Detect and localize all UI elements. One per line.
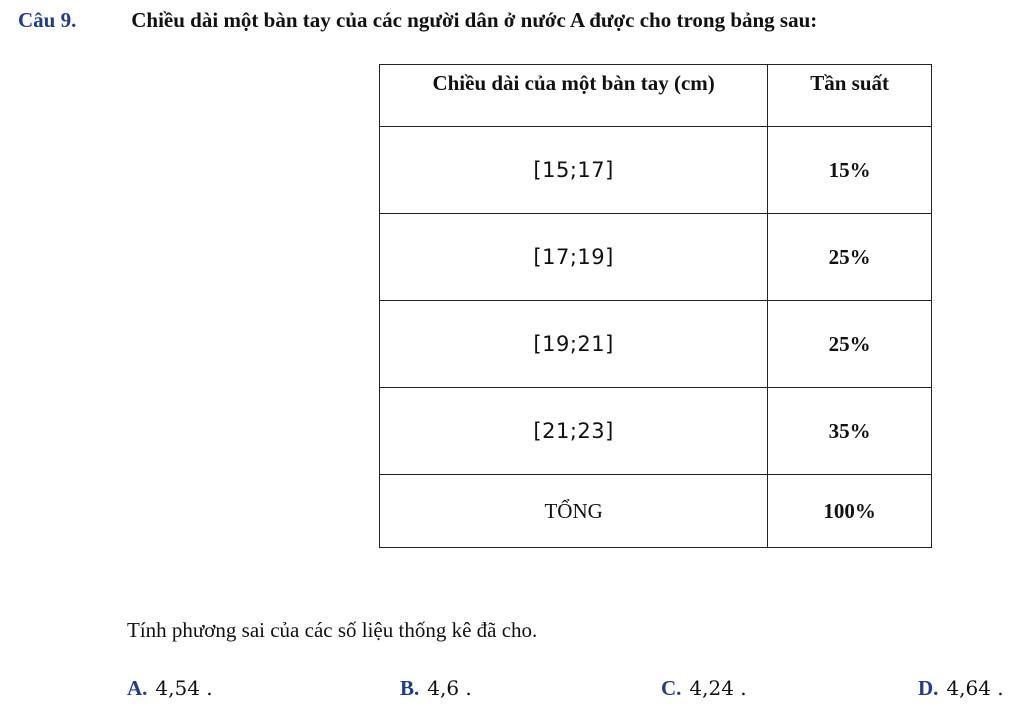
option-letter: A. (127, 676, 148, 700)
frequency-cell: 25% (768, 301, 932, 388)
question-text: Chiều dài một bàn tay của các người dân ở nước A được cho trong bảng sau: (131, 8, 818, 32)
option-letter: B. (400, 676, 420, 700)
option-value: 4,54 . (155, 676, 213, 700)
table-row (380, 127, 932, 214)
option-a[interactable] (127, 676, 213, 701)
question-header (18, 6, 1008, 34)
table-row (380, 214, 932, 301)
option-b[interactable] (400, 676, 472, 701)
option-letter: D. (918, 676, 939, 700)
interval-cell: [19;21] (380, 301, 768, 388)
interval-cell: [21;23] (380, 388, 768, 475)
frequency-table (379, 64, 932, 548)
table-total-row (380, 475, 932, 548)
header-frequency: Tần suất (768, 65, 932, 127)
frequency-cell: 15% (768, 127, 932, 214)
option-value: 4,6 . (427, 676, 472, 700)
total-label: TỔNG (380, 475, 768, 548)
interval-cell: [15;17] (380, 127, 768, 214)
table-header-row (380, 65, 932, 127)
question-prompt: Tính phương sai của các số liệu thống kê đã cho. (127, 618, 538, 642)
interval-cell: [17;19] (380, 214, 768, 301)
option-value: 4,64 . (946, 676, 1004, 700)
total-frequency: 100% (768, 475, 932, 548)
frequency-cell: 25% (768, 214, 932, 301)
question-number: Câu 9. (18, 8, 77, 32)
table-row (380, 301, 932, 388)
table-row (380, 388, 932, 475)
option-d[interactable] (918, 676, 1004, 701)
option-c[interactable] (661, 676, 747, 701)
option-value: 4,24 . (689, 676, 747, 700)
header-length: Chiều dài của một bàn tay (cm) (380, 65, 768, 127)
option-letter: C. (661, 676, 682, 700)
answer-options (0, 676, 1024, 708)
frequency-cell: 35% (768, 388, 932, 475)
